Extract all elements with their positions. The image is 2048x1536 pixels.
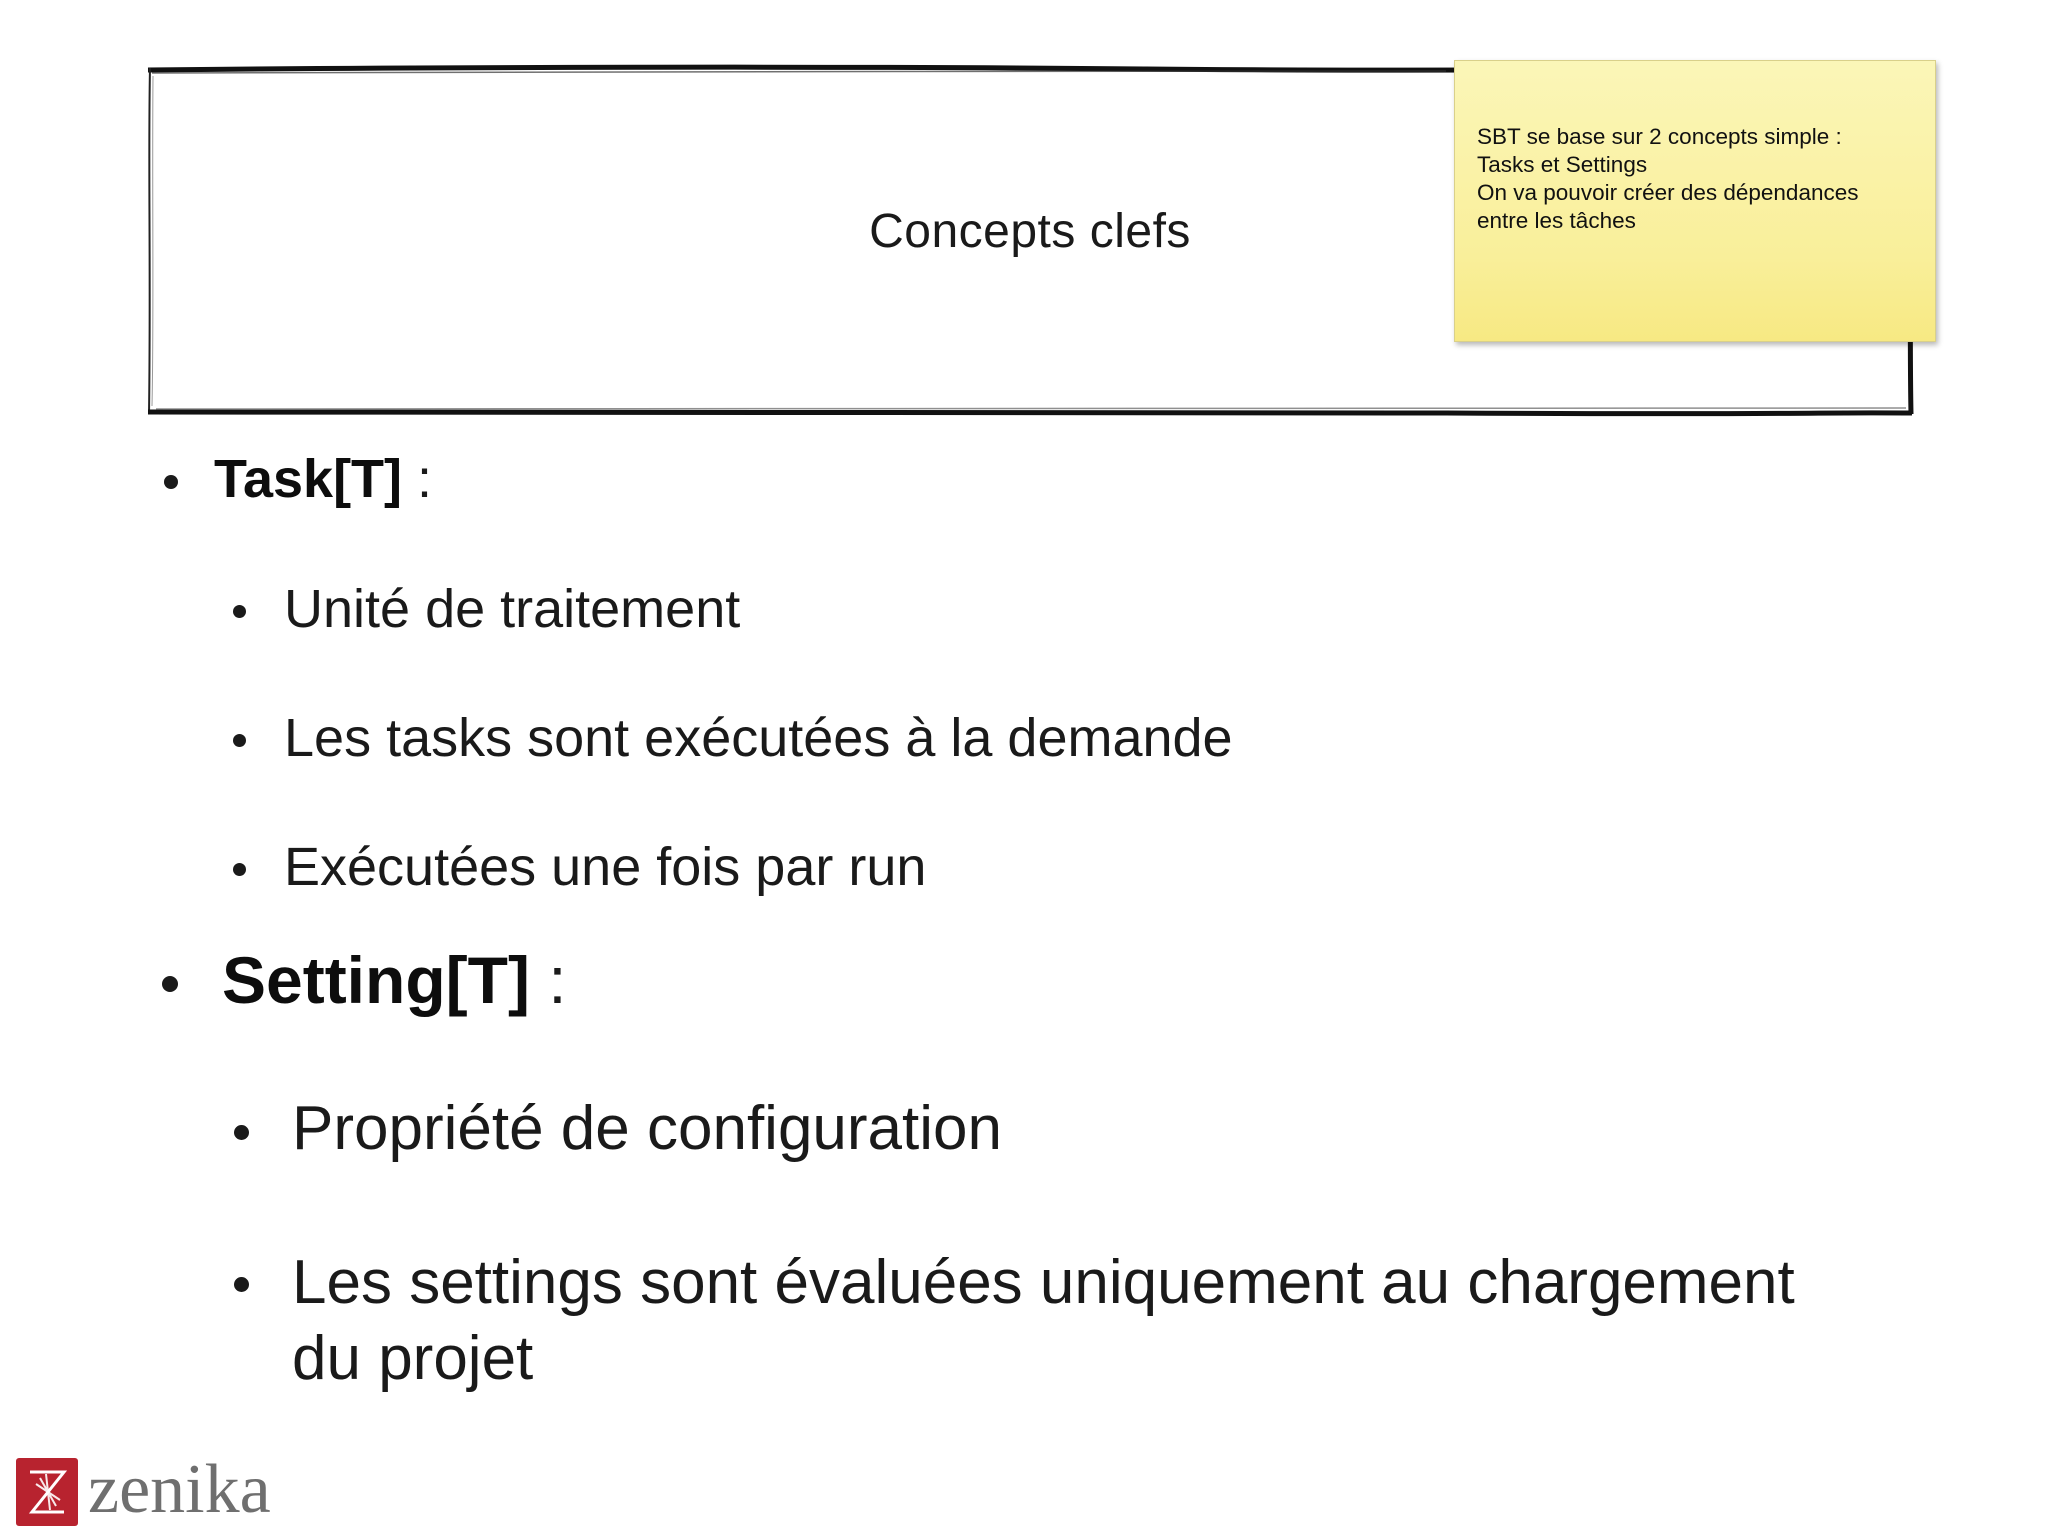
task-heading: Task[T] bbox=[214, 449, 403, 509]
zenika-wordmark: zenika bbox=[88, 1451, 271, 1528]
task-item-text: Les tasks sont exécutées à la demande bbox=[284, 708, 1233, 768]
bullet-task-item bbox=[284, 836, 926, 898]
bullet-task-item bbox=[284, 707, 1233, 769]
bullet-dot bbox=[233, 734, 246, 747]
task-heading-suffix: : bbox=[402, 449, 433, 509]
task-item-text: Exécutées une fois par run bbox=[284, 837, 927, 897]
bullet-task-item bbox=[284, 578, 740, 640]
bullet-setting bbox=[222, 942, 567, 1018]
bullet-task bbox=[214, 448, 432, 510]
bullet-setting-item bbox=[292, 1093, 1002, 1164]
setting-item-text-line-1: Les settings sont évaluées uniquement au chargement bbox=[292, 1248, 1795, 1317]
bullet-dot bbox=[234, 1277, 249, 1292]
setting-heading: Setting[T] bbox=[222, 943, 530, 1017]
zenika-logo-mark-icon bbox=[16, 1458, 78, 1526]
setting-item-text: Propriété de configuration bbox=[292, 1094, 1003, 1163]
bullet-dot bbox=[233, 863, 246, 876]
sticky-note-line-4: entre les tâches bbox=[1477, 208, 1636, 233]
bullet-dot bbox=[162, 976, 178, 992]
bullet-setting-item bbox=[292, 1245, 1795, 1397]
task-item-text: Unité de traitement bbox=[284, 579, 741, 639]
sticky-note-line-2: Tasks et Settings bbox=[1477, 152, 1648, 177]
bullet-dot bbox=[234, 1125, 249, 1140]
zenika-logo bbox=[16, 1451, 336, 1528]
bullet-dot bbox=[233, 605, 246, 618]
slide-title: Concepts clefs bbox=[869, 204, 1191, 258]
setting-item-text-line-2: du projet bbox=[292, 1324, 534, 1393]
setting-heading-suffix: : bbox=[529, 943, 567, 1017]
sticky-note-line-1: SBT se base sur 2 concepts simple : bbox=[1477, 124, 1842, 149]
sticky-note-line-3: On va pouvoir créer des dépendances bbox=[1477, 180, 1859, 205]
bullet-dot bbox=[164, 475, 178, 489]
